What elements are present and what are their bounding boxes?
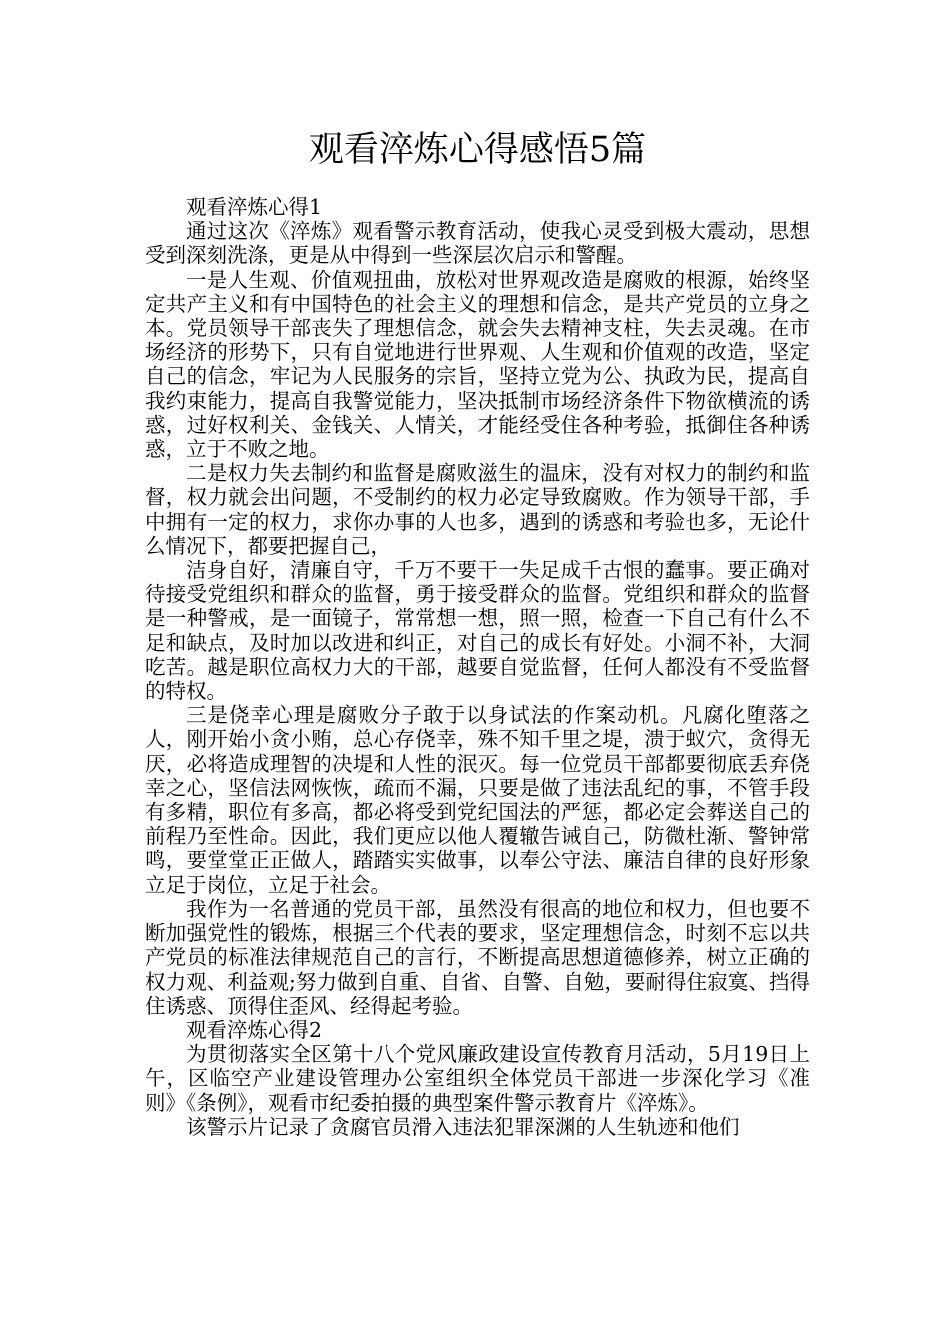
paragraph: 二是权力失去制约和监督是腐败滋生的温床，没有对权力的制约和监督，权力就会出问题，不受制约的权力必定导致腐败。作为领导干部，手中拥有一定的权力，求你办事的人也多，遇到的诱惑和考验也多，无论什么情况下，都要把握自己， bbox=[145, 461, 810, 558]
section-1 bbox=[145, 195, 810, 1018]
document-title: 观看淬炼心得感悟5篇 bbox=[308, 130, 647, 170]
paragraph: 通过这次《淬炼》观看警示教育活动，使我心灵受到极大震动，思想受到深刻洗涤，更是从中得到一些深层次启示和警醒。 bbox=[145, 219, 810, 268]
paragraph: 为贯彻落实全区第十八个党风廉政建设宣传教育月活动，5月19日上午，区临空产业建设管理办公室组织全体党员干部进一步深化学习《准则》《条例》，观看市纪委拍摄的典型案件警示教育片《淬炼》。 bbox=[145, 1042, 810, 1115]
paragraph: 三是侥幸心理是腐败分子敢于以身试法的作案动机。凡腐化堕落之人，刚开始小贪小贿，总心存侥幸，殊不知千里之堤，溃于蚁穴，贪得无厌，必将造成理智的决堤和人性的泯灭。每一位党员干部都要彻底丢弃侥幸之心，坚信法网恢恢，疏而不漏，只要是做了违法乱纪的事，不管手段有多精，职位有多高，都必将受到党纪国法的严惩，都必定会葬送自己的前程乃至性命。因此，我们更应以他人覆辙告诫自己，防微杜渐、警钟常鸣，要堂堂正正做人，踏踏实实做事，以奉公守法、廉洁自律的良好形象立足于岗位，立足于社会。 bbox=[145, 703, 810, 897]
paragraph: 洁身自好，清廉自守，千万不要干一失足成千古恨的蠢事。要正确对待接受党组织和群众的监督，勇于接受群众的监督。党组织和群众的监督是一种警戒，是一面镜子，常常想一想，照一照，检查一下自己有什么不足和缺点，及时加以改进和纠正，对自己的成长有好处。小洞不补，大洞吃苦。越是职位高权力大的干部，越要自觉监督，任何人都没有不受监督的特权。 bbox=[145, 558, 810, 704]
paragraph: 该警示片记录了贪腐官员滑入违法犯罪深渊的人生轨迹和他们 bbox=[186, 1114, 740, 1139]
section-heading: 观看淬炼心得1 bbox=[186, 195, 323, 219]
section-heading: 观看淬炼心得2 bbox=[186, 1017, 323, 1042]
paragraph: 我作为一名普通的党员干部，虽然没有很高的地位和权力，但也要不断加强党性的锻炼，根据三个代表的要求，坚定理想信念，时刻不忘以共产党员的标准法律规范自己的言行，不断提高思想道德修养，树立正确的权力观、利益观;努力做到自重、自省、自警、自勉，要耐得住寂寞、挡得住诱惑、顶得住歪风、经得起考验。 bbox=[145, 896, 810, 1018]
section-2 bbox=[145, 1018, 810, 1139]
document-page bbox=[145, 125, 810, 1139]
paragraph: 一是人生观、价值观扭曲，放松对世界观改造是腐败的根源，始终坚定共产主义和有中国特色的社会主义的理想和信念，是共产党员的立身之本。党员领导干部丧失了理想信念，就会失去精神支柱，失去灵魂。在市场经济的形势下，只有自觉地进行世界观、人生观和价值观的改造，坚定自己的信念，牢记为人民服务的宗旨，坚持立党为公、执政为民，提高自我约束能力，提高自我警觉能力，坚决抵制市场经济条件下物欲横流的诱惑，过好权利关、金钱关、人情关，才能经受住各种考验，抵御住各种诱惑，立于不败之地。 bbox=[145, 267, 810, 462]
